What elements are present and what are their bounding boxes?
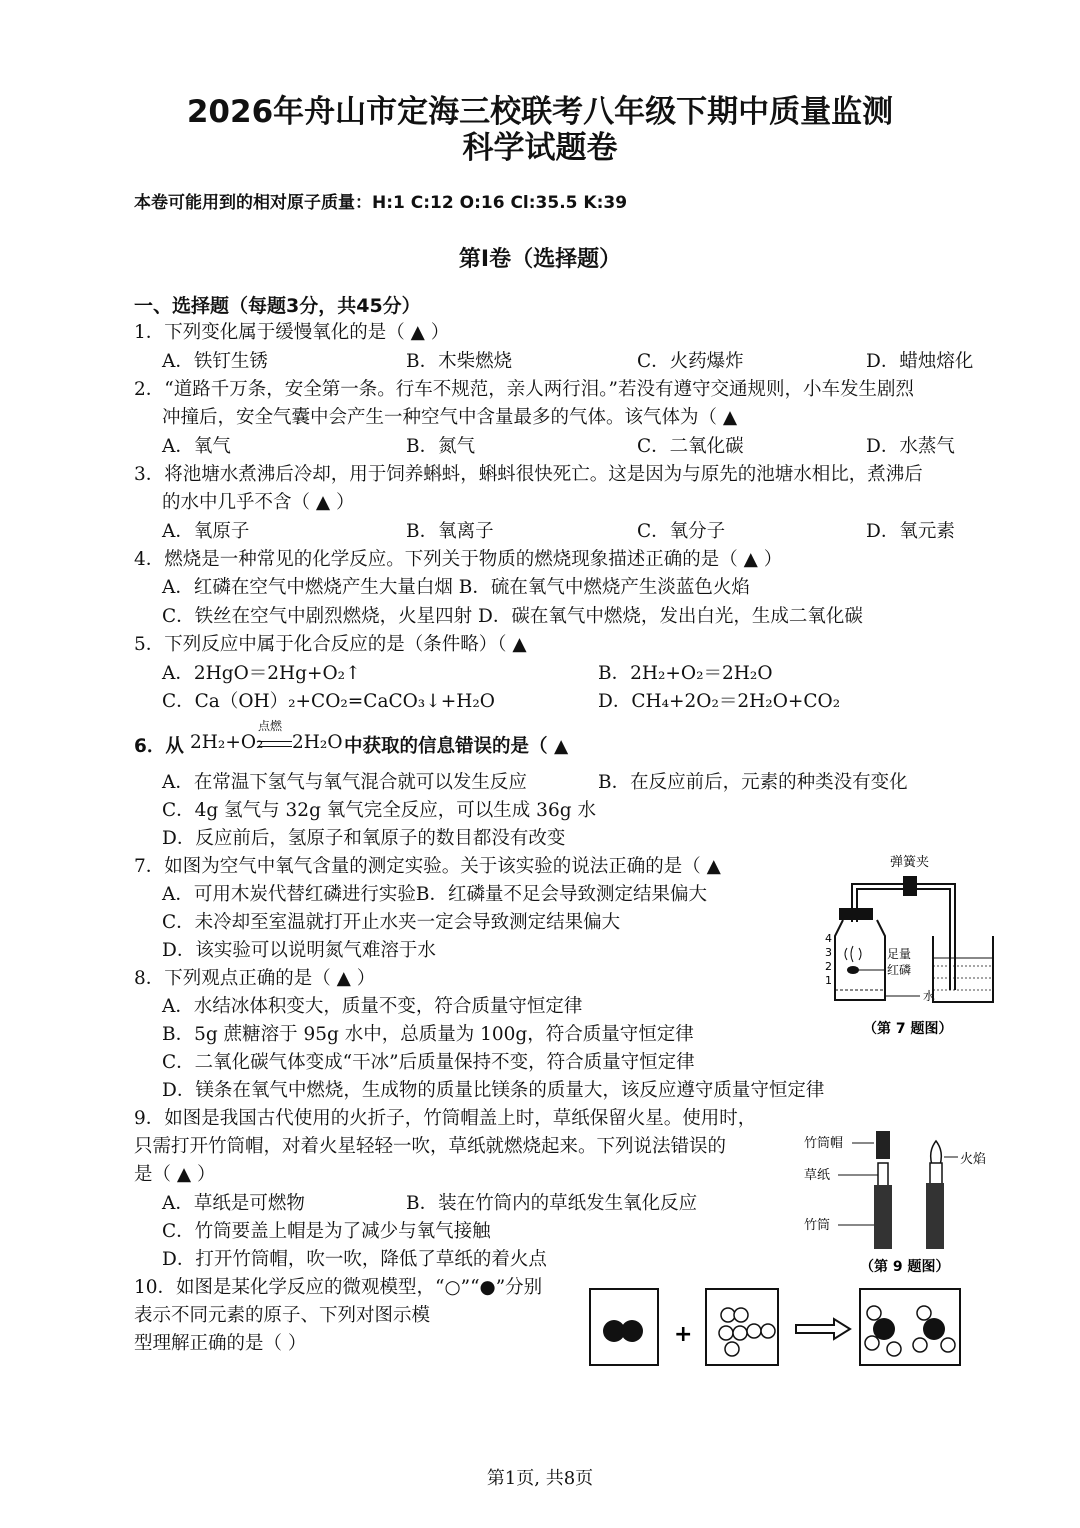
phosphorus-label-2: 红磷 [887, 963, 912, 977]
scale-mark-4: 4 [825, 932, 832, 945]
scale-mark-3: 3 [825, 946, 832, 959]
question-6-option-d: D．反应前后，氢原子和氧原子的数目都没有改变 [162, 828, 566, 849]
figure-7-apparatus [815, 850, 1000, 1040]
question-1-option-b: B．木柴燃烧 [406, 351, 513, 372]
question-8-option-c: C．二氧化碳气体变成“干冰”后质量保持不变，符合质量守恒定律 [162, 1052, 695, 1073]
question-5-option-a: A．2HgO＝2Hg+O₂↑ [162, 663, 361, 684]
scale-mark-2: 2 [825, 960, 832, 973]
question-8-option-b: B．5g 蔗糖溶于 95g 水中，总质量为 100g，符合质量守恒定律 [162, 1024, 694, 1045]
exam-title-line2: 科学试题卷 [462, 130, 618, 166]
exam-title-line1: 2026年舟山市定海三校联考八年级下期中质量监测 [186, 94, 894, 130]
question-3-option-c: C．氧分子 [637, 521, 726, 542]
scale-mark-1: 1 [825, 974, 832, 987]
question-6-product: 2H₂O [292, 732, 343, 753]
question-3-stem-line2: 的水中几乎不含（ ▲ ） [162, 492, 355, 513]
question-2-option-a: A．氧气 [162, 436, 231, 457]
question-2-option-d: D．水蒸气 [866, 436, 955, 457]
question-6-option-a: A．在常温下氢气与氧气混合就可以发生反应 [162, 772, 527, 793]
question-7-option-d: D．该实验可以说明氮气难溶于水 [162, 940, 436, 961]
question-10-stem-line1: 10．如图是某化学反应的微观模型，“○”“●”分别 [134, 1277, 543, 1298]
section-heading: 一、选择题（每题3分，共45分） [134, 295, 421, 317]
question-3-option-a: A．氧原子 [162, 521, 250, 542]
question-6-condition: 点燃 [258, 719, 283, 733]
phosphorus-label-1: 足量 [887, 947, 912, 961]
plus-sign: + [674, 1322, 693, 1347]
equation-equals-sign [258, 741, 292, 747]
question-5-option-c: C．Ca（OH）₂+CO₂=CaCO₃↓+H₂O [162, 691, 495, 712]
question-2-stem-line1: 2．“道路千万条，安全第一条。行车不规范，亲人两行泪。”若没有遵守交通规则，小车发生剧烈 [134, 379, 914, 400]
question-9-option-d: D．打开竹筒帽，吹一吹，降低了草纸的着火点 [162, 1249, 547, 1270]
paper-label: 草纸 [804, 1168, 831, 1183]
question-7-option-c: C．未冷却至室温就打开止水夹一定会导致测定结果偏大 [162, 912, 621, 933]
question-9-option-b: B．装在竹筒内的草纸发生氧化反应 [406, 1193, 698, 1214]
flame-label: 火焰 [960, 1152, 987, 1167]
cap-label: 竹筒帽 [804, 1136, 844, 1151]
question-3-option-d: D．氧元素 [866, 521, 955, 542]
question-9-stem-line2: 只需打开竹筒帽，对着火星轻轻一吹，草纸就燃烧起来。下列说法错误的 [134, 1136, 727, 1157]
question-2-option-b: B．氮气 [406, 436, 476, 457]
question-10-stem-line2: 表示不同元素的原子、下列对图示模 [134, 1305, 431, 1326]
figure-10-molecular-model [588, 1285, 968, 1375]
atomic-mass-note: 本卷可能用到的相对原子质量：H:1 C:12 O:16 Cl:35.5 K:39 [134, 193, 628, 213]
question-1-option-c: C．火药爆炸 [637, 351, 744, 372]
question-2-stem-line2: 冲撞后，安全气囊中会产生一种空气中含量最多的气体。该气体为（ ▲ [162, 407, 738, 428]
question-3-stem-line1: 3．将池塘水煮沸后冷却，用于饲养蝌蚪，蝌蚪很快死亡。这是因为与原先的池塘水相比，煮沸后 [134, 464, 923, 485]
question-7-stem: 7．如图为空气中氧气含量的测定实验。关于该实验的说法正确的是（ ▲ [134, 856, 721, 877]
question-1-option-a: A．铁钉生锈 [162, 351, 268, 372]
question-5-option-d: D．CH₄+2O₂＝2H₂O+CO₂ [598, 691, 841, 712]
question-6-reactants: 2H₂+O₂ [190, 732, 264, 753]
question-8-option-a: A．水结冰体积变大，质量不变，符合质量守恒定律 [162, 996, 583, 1017]
question-6-option-b: B．在反应前后，元素的种类没有变化 [598, 772, 908, 793]
volume-title: 第Ⅰ卷（选择题） [458, 247, 622, 272]
question-9-stem-line3: 是（ ▲ ） [134, 1164, 216, 1185]
question-6-option-c: C．4g 氢气与 32g 氧气完全反应，可以生成 36g 水 [162, 800, 596, 821]
question-4-stem: 4．燃烧是一种常见的化学反应。下列关于物质的燃烧现象描述正确的是（ ▲ ） [134, 549, 783, 570]
question-7-options-ab: A．可用木炭代替红磷进行实验B．红磷量不足会导致测定结果偏大 [162, 884, 707, 905]
question-4-options-ab: A．红磷在空气中燃烧产生大量白烟 B．硫在氧气中燃烧产生淡蓝色火焰 [162, 577, 750, 598]
clip-label: 弹簧夹 [890, 855, 930, 870]
question-5-stem: 5．下列反应中属于化合反应的是（条件略）（ ▲ [134, 634, 527, 655]
question-3-option-b: B．氧离子 [406, 521, 494, 542]
question-6-prefix: 6．从 [134, 736, 184, 757]
figure-9-caption: （第 9 题图） [860, 1259, 950, 1275]
question-10-stem-line3: 型理解正确的是（ ） [134, 1333, 307, 1354]
tube-label: 竹筒 [804, 1218, 831, 1233]
question-2-option-c: C．二氧化碳 [637, 436, 744, 457]
question-9-option-a: A．草纸是可燃物 [162, 1193, 305, 1214]
figure-9-fire-starter [800, 1125, 1000, 1277]
figure-7-caption: （第 7 题图） [863, 1021, 953, 1037]
question-8-option-d: D．镁条在氧气中燃烧，生成物的质量比镁条的质量大，该反应遵守质量守恒定律 [162, 1080, 825, 1101]
question-9-stem-line1: 9．如图是我国古代使用的火折子，竹筒帽盖上时，草纸保留火星。使用时， [134, 1108, 757, 1129]
question-5-option-b: B．2H₂+O₂＝2H₂O [598, 663, 773, 684]
water-label: 水 [923, 989, 936, 1003]
question-6-suffix: 中获取的信息错误的是（ ▲ [344, 736, 569, 757]
question-4-options-cd: C．铁丝在空气中剧烈燃烧，火星四射 D．碳在氧气中燃烧，发出白光，生成二氧化碳 [162, 606, 863, 627]
question-1-stem: 1．下列变化属于缓慢氧化的是（ ▲ ） [134, 322, 450, 343]
question-8-stem: 8．下列观点正确的是（ ▲ ） [134, 968, 376, 989]
question-9-option-c: C．竹筒要盖上帽是为了减少与氧气接触 [162, 1221, 491, 1242]
question-1-option-d: D．蜡烛熔化 [866, 351, 974, 372]
page-number: 第1页, 共8页 [486, 1468, 594, 1489]
